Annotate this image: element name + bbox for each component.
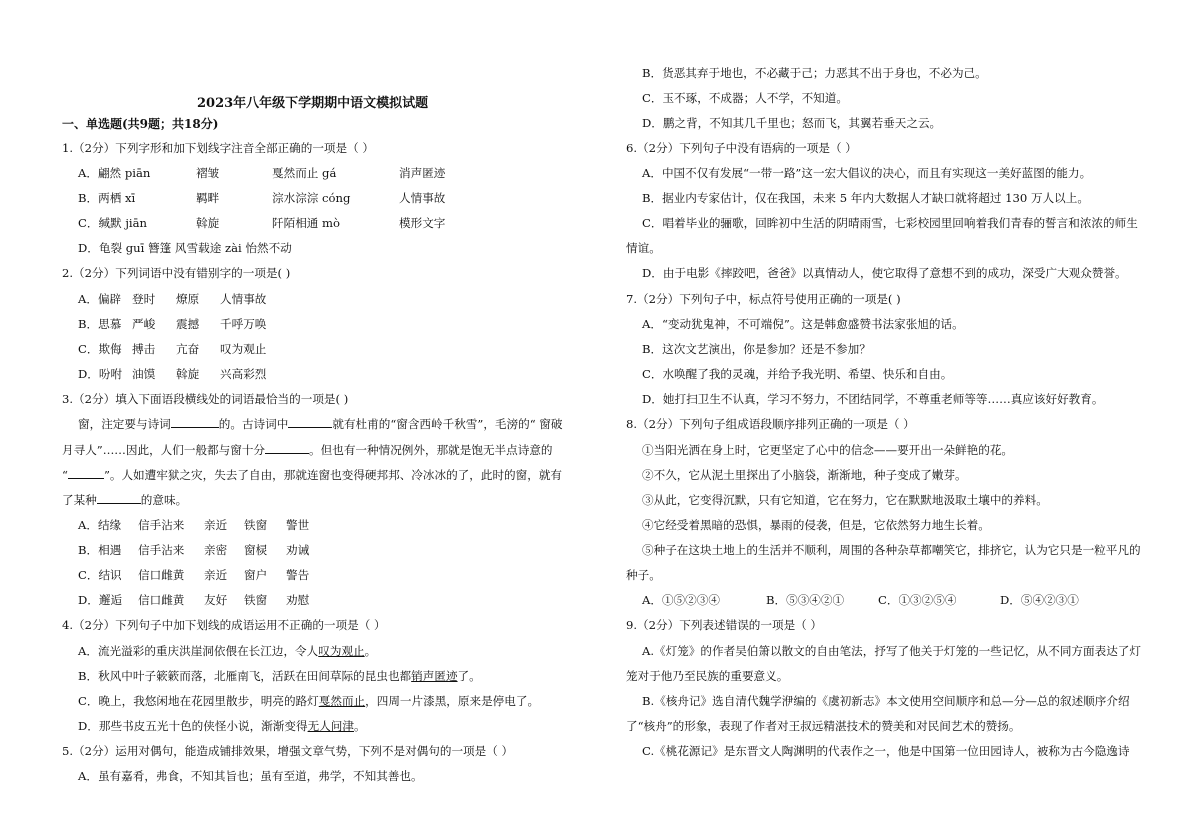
- q9-option-b: B.《核舟记》选自清代魏学洢编的《虞初新志》本文使用空间顺序和总—分—总的叙述顺序介绍: [642, 694, 1130, 708]
- underlined-idiom: 销声匿迹: [411, 669, 458, 683]
- q3-passage-line: [62, 442, 553, 458]
- passage-text: “: [62, 468, 68, 482]
- opt-text: 燎原: [176, 292, 200, 306]
- opt-text: 斡旋: [196, 216, 220, 230]
- q6-option-c: C．唱着毕业的骊歌，回眸初中生活的阴晴雨雪，七彩校园里回响着我们青春的誓言和浓浓的师生: [642, 216, 1138, 230]
- opt-text: 。: [364, 644, 377, 658]
- opt-text: 戛然而止 gá: [272, 166, 337, 180]
- fill-blank: [171, 416, 219, 428]
- q1-stem: 1.（2分）下列字形和加下划线字注音全部正确的一项是（ ）: [62, 141, 374, 155]
- opt-text: 了。: [457, 669, 481, 683]
- opt-text: D．⑤④②③①: [1000, 593, 1079, 607]
- q5-option-b: B．货恶其弃于地也，不必藏于己；力恶其不出于身也，不必为己。: [642, 66, 987, 80]
- underlined-idiom: 无人问津: [307, 719, 354, 733]
- q9-option-a: A.《灯笼》的作者吴伯箫以散文的自由笔法，抒写了他关于灯笼的一些记忆，从不同方面表达了灯: [642, 644, 1141, 658]
- q5-option-a: A．虽有嘉肴，弗食，不知其旨也；虽有至道，弗学，不知其善也。: [78, 769, 423, 783]
- q8-sentence-5: ⑤种子在这块土地上的生活并不顺利，周围的各种杂草都嘲笑它，排挤它，认为它只是一粒平凡的: [642, 543, 1141, 557]
- underlined-idiom: 戛然而止: [318, 694, 366, 708]
- q3-stem: 3.（2分）填入下面语段横线处的词语最恰当的一项是( ): [62, 392, 349, 406]
- opt-text: 登时: [132, 292, 156, 306]
- q4-option-a: [62, 643, 376, 659]
- q4-option-c: [62, 693, 539, 709]
- opt-text: B．⑤③④②①: [766, 593, 845, 607]
- opt-text: ，四周一片漆黑，原来是停电了。: [365, 694, 540, 708]
- q9-option-b-cont: 了“核舟”的形象，表现了作者对王叔远精湛技术的赞美和对民间艺术的赞扬。: [626, 719, 1021, 733]
- opt-text: 阡陌相通 mò: [272, 216, 341, 230]
- q6-option-d: D．由于电影《摔跤吧，爸爸》以真情动人，使它取得了意想不到的成功，深受广大观众赞誉。: [642, 266, 1127, 280]
- q8-sentence-1: ①当阳光洒在身上时，它更坚定了心中的信念——要开出一朵鲜艳的花。: [642, 443, 1014, 457]
- q8-stem: 8.（2分）下列句子组成语段顺序排列正确的一项是（ ）: [626, 417, 915, 431]
- opt-text: 。: [353, 719, 366, 733]
- opt-text: 窗棂: [244, 543, 268, 557]
- opt-text: 模形文字: [399, 216, 446, 230]
- passage-text: ”。人如遭牢狱之灾，失去了自由，那就连窗也变得硬邦邦、冷冰冰的了，此时的窗，就有: [103, 468, 563, 482]
- passage-text: 的意味。: [140, 493, 188, 507]
- opt-text: 信手沾来: [138, 518, 185, 532]
- opt-text: B．两栖 xī: [78, 191, 136, 205]
- opt-text: 淙水淙淙 cóng: [272, 191, 351, 205]
- opt-text: 铁窗: [244, 518, 268, 532]
- opt-text: 人情事故: [399, 191, 446, 205]
- q5-stem: 5.（2分）运用对偶句，能造成铺排效果，增强文章气势，下列不是对偶句的一项是（ ）: [62, 744, 514, 758]
- section-heading: 一、单选题(共9题；共18分): [62, 117, 219, 131]
- q5-option-c: C．玉不琢，不成器；人不学，不知道。: [642, 91, 848, 105]
- opt-text: 千呼万唤: [220, 317, 267, 331]
- opt-text: B．秋风中叶子簌簌而落，北雁南飞，活跃在田间草际的昆虫也都: [78, 669, 412, 683]
- q7-option-b: B．这次文艺演出，你是参加？还是不参加？: [642, 342, 871, 356]
- opt-text: A．翩然 piān: [78, 166, 151, 180]
- q7-option-a: A．“变动犹鬼神，不可端倪”。这是韩愈盛赞书法家张旭的话。: [642, 317, 964, 331]
- opt-text: 羁畔: [196, 191, 220, 205]
- q6-option-c-cont: 情谊。: [626, 241, 661, 255]
- opt-text: C．缄默 jiān: [78, 216, 148, 230]
- opt-text: A．流光溢彩的重庆洪崖洞依偎在长江边，令人: [78, 644, 319, 658]
- q6-option-a: A．中国不仅有发展“一带一路”这一宏大倡议的决心，而且有实现这一美好蓝图的能力。: [642, 166, 1092, 180]
- q7-option-d: D．她打扫卫生不认真，学习不努力，不团结同学，不尊重老师等等……真应该好好教育。: [642, 392, 1104, 406]
- opt-text: 铁窗: [244, 593, 268, 607]
- q6-option-b: B．据业内专家估计，仅在我国，未来 5 年内大数据人才缺口就将超过 130 万人以上。: [642, 191, 1089, 205]
- q6-stem: 6.（2分）下列句子中没有语病的一项是（ ）: [626, 141, 857, 155]
- opt-text: B．思慕: [78, 317, 122, 331]
- q9-option-a-cont: 笼对于他乃至民族的重要意义。: [626, 669, 789, 683]
- opt-text: A．①⑤②③④: [642, 593, 720, 607]
- opt-text: C．①③②⑤④: [878, 593, 957, 607]
- opt-text: 消声匿迹: [399, 166, 446, 180]
- q7-stem: 7.（2分）下列句子中，标点符号使用正确的一项是( ): [626, 292, 901, 306]
- opt-text: 劝诫: [286, 543, 310, 557]
- fill-blank: [288, 416, 332, 428]
- q3-passage-line: [78, 416, 563, 432]
- q3-passage-line: [62, 467, 562, 483]
- opt-text: 窗户: [244, 568, 268, 582]
- opt-text: 警告: [286, 568, 310, 582]
- opt-text: 信口雌黄: [138, 568, 185, 582]
- opt-text: 斡旋: [176, 367, 200, 381]
- opt-text: 警世: [286, 518, 310, 532]
- opt-text: 严峻: [132, 317, 156, 331]
- opt-text: C．结识: [78, 568, 122, 582]
- q3-passage-line: [62, 492, 187, 508]
- opt-text: 搏击: [132, 342, 156, 356]
- fill-blank: [68, 467, 104, 479]
- opt-text: 亢奋: [176, 342, 200, 356]
- underlined-idiom: 叹为观止: [318, 644, 365, 658]
- q5-option-d: D．鹏之背，不知其几千里也；怒而飞，其翼若垂天之云。: [642, 116, 942, 130]
- opt-text: 人情事故: [220, 292, 267, 306]
- q8-sentence-3: ③从此，它变得沉默，只有它知道，它在努力，它在默默地汲取土壤中的养料。: [642, 493, 1048, 507]
- q9-option-c: C.《桃花源记》是东晋文人陶渊明的代表作之一，他是中国第一位田园诗人，被称为古今隐逸诗: [642, 744, 1130, 758]
- q8-sentence-5-cont: 种子。: [626, 568, 661, 582]
- opt-text: D．那些书皮五光十色的侠怪小说，渐渐变得: [78, 719, 308, 733]
- fill-blank: [265, 442, 309, 454]
- opt-text: A．偏辟: [78, 292, 122, 306]
- q7-option-c: C．水唤醒了我的灵魂，并给予我光明、希望、快乐和自由。: [642, 367, 953, 381]
- opt-text: 信口雌黄: [138, 593, 185, 607]
- page-title: 2023年八年级下学期期中语文模拟试题: [197, 96, 429, 111]
- fill-blank: [97, 492, 141, 504]
- opt-text: 油馍: [132, 367, 156, 381]
- opt-text: C．晚上，我悠闲地在花园里散步，明亮的路灯: [78, 694, 319, 708]
- opt-text: 友好: [204, 593, 228, 607]
- opt-text: D．邂逅: [78, 593, 123, 607]
- opt-text: 信手沾来: [138, 543, 185, 557]
- opt-text: A．结缘: [78, 518, 122, 532]
- passage-text: 就有杜甫的“窗含西岭千秋雪”，毛滂的“ 窗破: [332, 417, 563, 431]
- opt-text: D．吩咐: [78, 367, 123, 381]
- opt-text: 震撼: [176, 317, 200, 331]
- opt-text: 亲近: [204, 568, 228, 582]
- passage-text: 的。古诗词中: [218, 417, 289, 431]
- q4-option-b: [62, 668, 481, 684]
- q8-sentence-2: ②不久，它从泥土里探出了小脑袋，渐渐地，种子变成了嫩芽。: [642, 468, 967, 482]
- q9-stem: 9.（2分）下列表述错误的一项是（ ）: [626, 618, 823, 632]
- passage-text: 月寻人”……因此，人们一般都与窗十分: [62, 443, 266, 457]
- passage-text: 了某种: [62, 493, 97, 507]
- q4-stem: 4.（2分）下列句子中加下划线的成语运用不正确的一项是（ ）: [62, 618, 386, 632]
- opt-text: B．相遇: [78, 543, 122, 557]
- passage-text: 。但也有一种情况例外，那就是饱无半点诗意的: [309, 443, 553, 457]
- opt-text: 兴高彩烈: [220, 367, 267, 381]
- opt-text: 劝慰: [286, 593, 310, 607]
- passage-text: 窗，注定要与诗词: [78, 417, 171, 431]
- opt-text: 褶皱: [196, 166, 220, 180]
- opt-text: 亲密: [204, 543, 228, 557]
- q2-stem: 2.（2分）下列词语中没有错别字的一项是( ): [62, 266, 291, 280]
- q1-option-d: D．龟裂 guī 簪篷 风雪载途 zài 怡然不动: [78, 241, 292, 255]
- opt-text: 亲近: [204, 518, 228, 532]
- q8-sentence-4: ④它经受着黑暗的恐惧，暴雨的侵袭，但是，它依然努力地生长着。: [642, 518, 990, 532]
- q4-option-d: [62, 718, 366, 734]
- opt-text: 叹为观止: [220, 342, 267, 356]
- opt-text: C．欺侮: [78, 342, 122, 356]
